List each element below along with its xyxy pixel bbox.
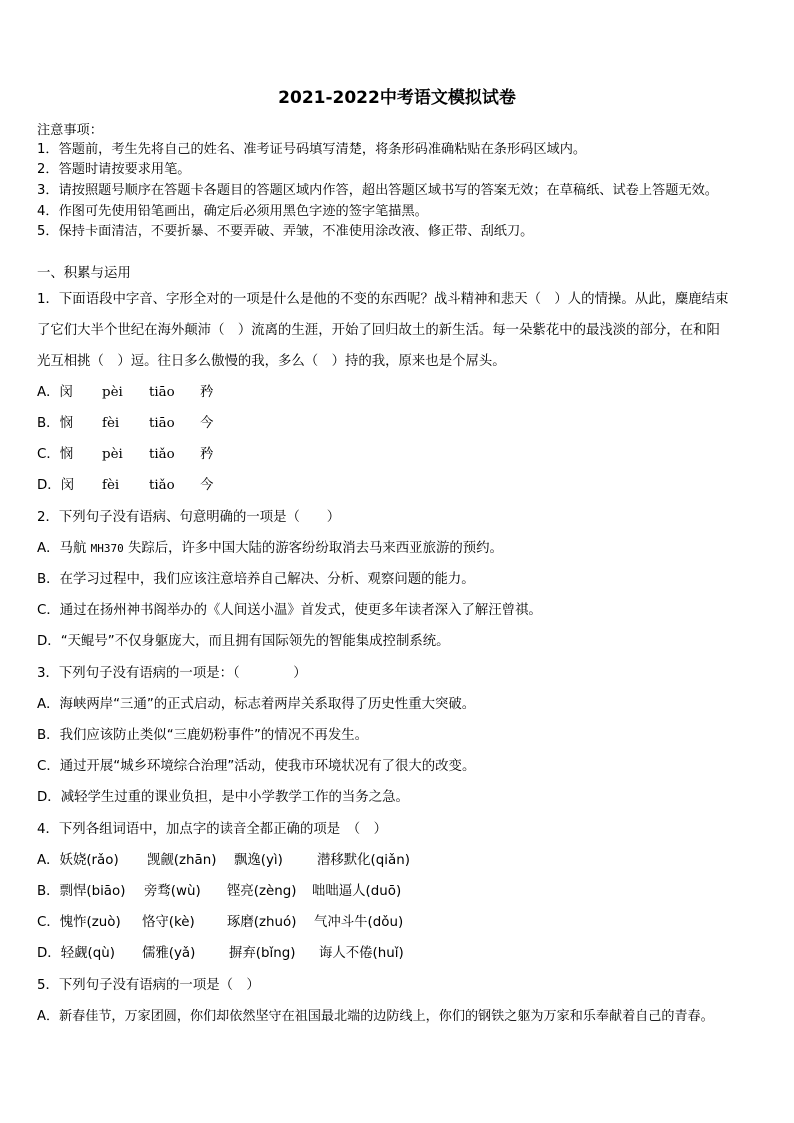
notice-item: 3．请按照题号顺序在答题卡各题目的答题区域内作答，超出答题区域书写的答案无效；在草稿纸、试卷上答题无效。 xyxy=(37,183,718,198)
word-item: 琢磨(zhuó) xyxy=(227,915,297,930)
word-item: 觊觎(zhān) xyxy=(147,853,217,868)
option-line: C．通过开展“城乡环境综合治理”活动，使我市环境状况有了很大的改变。 xyxy=(37,759,476,774)
option-line xyxy=(37,539,503,559)
word-item: D．轻觑(qù) xyxy=(37,946,115,961)
option-text: A．马航 xyxy=(37,541,91,556)
option-label: D．闵 xyxy=(37,478,75,493)
option-line: B．在学习过程中，我们应该注意培养自己解决、分析、观察问题的能力。 xyxy=(37,572,475,587)
option-pinyin: fèi xyxy=(102,478,120,493)
question-stem: 5．下列句子没有语病的一项是（ ） xyxy=(37,978,260,993)
option-char: 矜 xyxy=(200,447,214,462)
notice-item: 4．作图可先使用铅笔画出，确定后必须用黑色字迹的签字笔描黑。 xyxy=(37,204,428,219)
option-label: B．悯 xyxy=(37,416,73,431)
option-text: 失踪后，许多中国大陆的游客纷纷取消去马来西亚旅游的预约。 xyxy=(123,541,503,556)
word-item: 潜移默化(qiǎn) xyxy=(317,853,410,868)
option-pinyin: tiāo xyxy=(149,385,175,400)
section-heading: 一、积累与运用 xyxy=(37,266,131,281)
word-item: A．妖娆(rǎo) xyxy=(37,853,119,868)
word-item: 咄咄逼人(duō) xyxy=(312,884,402,899)
question-stem: 4．下列各组词语中，加点字的读音全都正确的项是 （ ） xyxy=(37,822,387,837)
word-item: 摒弃(bǐng) xyxy=(229,946,296,961)
question-stem: 3．下列句子没有语病的一项是：（ ） xyxy=(37,666,307,681)
option-label: A．闵 xyxy=(37,385,73,400)
word-item: 诲人不倦(huǐ) xyxy=(319,946,404,961)
option-line: B．我们应该防止类似“三鹿奶粉事件”的情况不再发生。 xyxy=(37,728,369,743)
option-line: A．海峡两岸“三通”的正式启动，标志着两岸关系取得了历史性重大突破。 xyxy=(37,697,476,712)
option-char: 今 xyxy=(200,478,214,493)
word-item: 气冲斗牛(dǒu) xyxy=(314,915,404,930)
word-item: B．剽悍(biāo) xyxy=(37,884,126,899)
option-pinyin: pèi xyxy=(102,447,123,462)
option-line: A．新春佳节，万家团圆，你们却依然坚守在祖国最北端的边防线上，你们的钢铁之躯为万家和乐奉献着自己的青春。 xyxy=(37,1009,714,1024)
option-char: 今 xyxy=(200,416,214,431)
flight-code: MH370 xyxy=(90,542,124,555)
notice-heading: 注意事项： xyxy=(37,123,103,138)
word-item: 飘逸(yì) xyxy=(234,853,283,868)
word-item: 儒雅(yǎ) xyxy=(142,946,196,961)
question-stem-line: 了它们大半个世纪在海外颠沛（ ）流离的生涯，开始了回归故土的新生活。每一朵紫花中的最浅淡的部分，在和阳 xyxy=(37,323,720,338)
word-item: 旁骛(wù) xyxy=(144,884,201,899)
option-pinyin: tiāo xyxy=(149,416,175,431)
option-pinyin: fèi xyxy=(102,416,120,431)
question-stem-line: 光互相挑（ ）逗。往日多么傲慢的我，多么（ ）持的我，原来也是个屌头。 xyxy=(37,354,506,369)
notice-item: 1．答题前，考生先将自己的姓名、准考证号码填写清楚，将条形码准确粘贴在条形码区域内。 xyxy=(37,142,587,157)
option-pinyin: pèi xyxy=(102,385,123,400)
notice-item: 5．保持卡面清洁，不要折暴、不要弄破、弄皱，不准使用涂改液、修正带、刮纸刀。 xyxy=(37,224,534,239)
notice-item: 2．答题时请按要求用笔。 xyxy=(37,162,191,177)
option-line: C．通过在扬州神书阁举办的《人间送小温》首发式，使更多年读者深入了解汪曾祺。 xyxy=(37,603,542,618)
question-stem-line: 1．下面语段中字音、字形全对的一项是什么是他的不变的东西呢？战斗精神和悲天（ ）人的情操。从此，麋鹿结束 xyxy=(37,292,729,307)
exam-title: 2021-2022中考语文模拟试卷 xyxy=(278,88,516,108)
word-item: 恪守(kè) xyxy=(142,915,195,930)
option-line: D．“天鲲号”不仅身躯庞大，而且拥有国际领先的智能集成控制系统。 xyxy=(37,634,450,649)
word-item: C．愧怍(zuò) xyxy=(37,915,121,930)
word-item: 铿亮(zèng) xyxy=(227,884,297,899)
option-char: 矜 xyxy=(200,385,214,400)
option-line: D．减轻学生过重的课业负担，是中小学教学工作的当务之急。 xyxy=(37,790,409,805)
question-stem: 2．下列句子没有语病、句意明确的一项是（ ） xyxy=(37,510,341,525)
option-pinyin: tiǎo xyxy=(149,447,175,462)
option-pinyin: tiǎo xyxy=(149,478,175,493)
option-label: C．悯 xyxy=(37,447,74,462)
